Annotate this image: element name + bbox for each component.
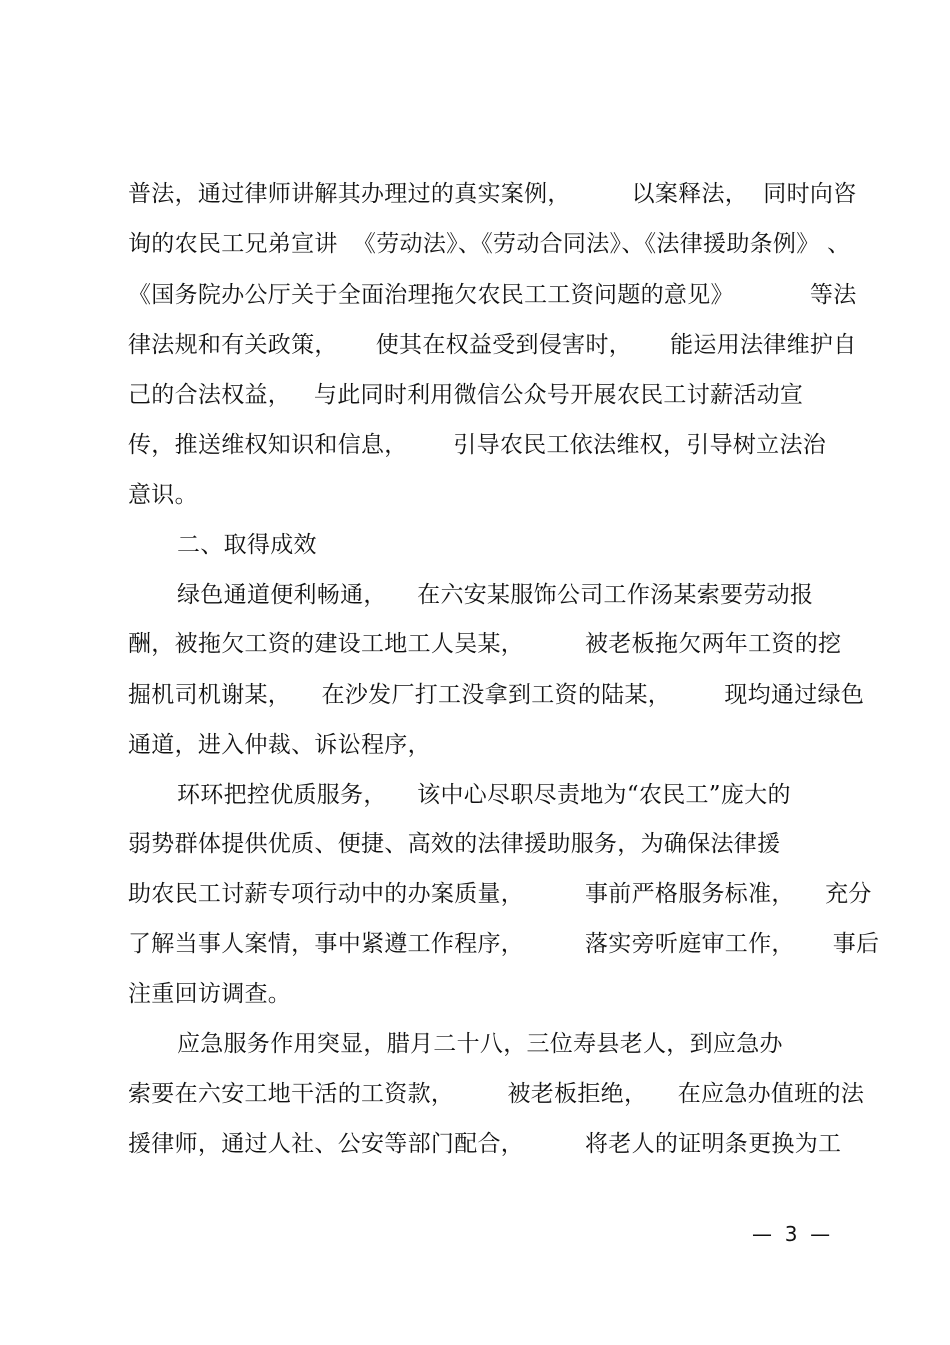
body-text-line: 意识。 bbox=[128, 482, 198, 508]
body-text-line: 《国务院办公厅关于全面治理拖欠农民工工资问题的意见》 等法 bbox=[128, 282, 857, 308]
section-heading: 二、取得成效 bbox=[177, 532, 317, 558]
body-text-line: 弱势群体提供优质、便捷、高效的法律援助服务，为确保法律援 bbox=[128, 831, 781, 857]
body-text-line: 索要在六安工地干活的工资款， 被老板拒绝， 在应急办值班的法 bbox=[128, 1081, 865, 1107]
body-text-line: 注重回访调查。 bbox=[128, 981, 292, 1007]
body-text-line: 环环把控优质服务， 该中心尽职尽责地为“农民工”庞大的 bbox=[177, 782, 791, 808]
body-text-line: 了解当事人案情，事中紧遵工作程序， 落实旁听庭审工作， 事后 bbox=[128, 931, 880, 957]
body-text-line: 掘机司机谢某， 在沙发厂打工没拿到工资的陆某， 现均通过绿色 bbox=[128, 682, 865, 708]
body-text-line: 援律师，通过人社、公安等部门配合， 将老人的证明条更换为工 bbox=[128, 1131, 842, 1157]
body-text-line: 应急服务作用突显，腊月二十八，三位寿县老人，到应急办 bbox=[177, 1031, 783, 1057]
body-text-line: 律法规和有关政策， 使其在权益受到侵害时， 能运用法律维护自 bbox=[128, 332, 857, 358]
page-number: — 3 — bbox=[752, 1222, 831, 1246]
body-text-line: 通道，进入仲裁、诉讼程序， bbox=[128, 732, 431, 758]
body-text-line: 助农民工讨薪专项行动中的办案质量， 事前严格服务标准， 充分 bbox=[128, 881, 872, 907]
body-text-line: 己的合法权益， 与此同时利用微信公众号开展农民工讨薪活动宣 bbox=[128, 382, 804, 408]
body-text-line: 酬，被拖欠工资的建设工地工人吴某， 被老板拖欠两年工资的挖 bbox=[128, 631, 842, 657]
body-text-line: 绿色通道便利畅通， 在六安某服饰公司工作汤某索要劳动报 bbox=[177, 582, 814, 608]
body-text-line: 询的农民工兄弟宣讲 《劳动法》、《劳动合同法》、《法律援助条例》 、 bbox=[128, 231, 851, 257]
body-text-line: 普法，通过律师讲解其办理过的真实案例， 以案释法， 同时向咨 bbox=[128, 181, 857, 207]
body-text-line: 传，推送维权知识和信息， 引导农民工依法维权，引导树立法治 bbox=[128, 432, 827, 458]
